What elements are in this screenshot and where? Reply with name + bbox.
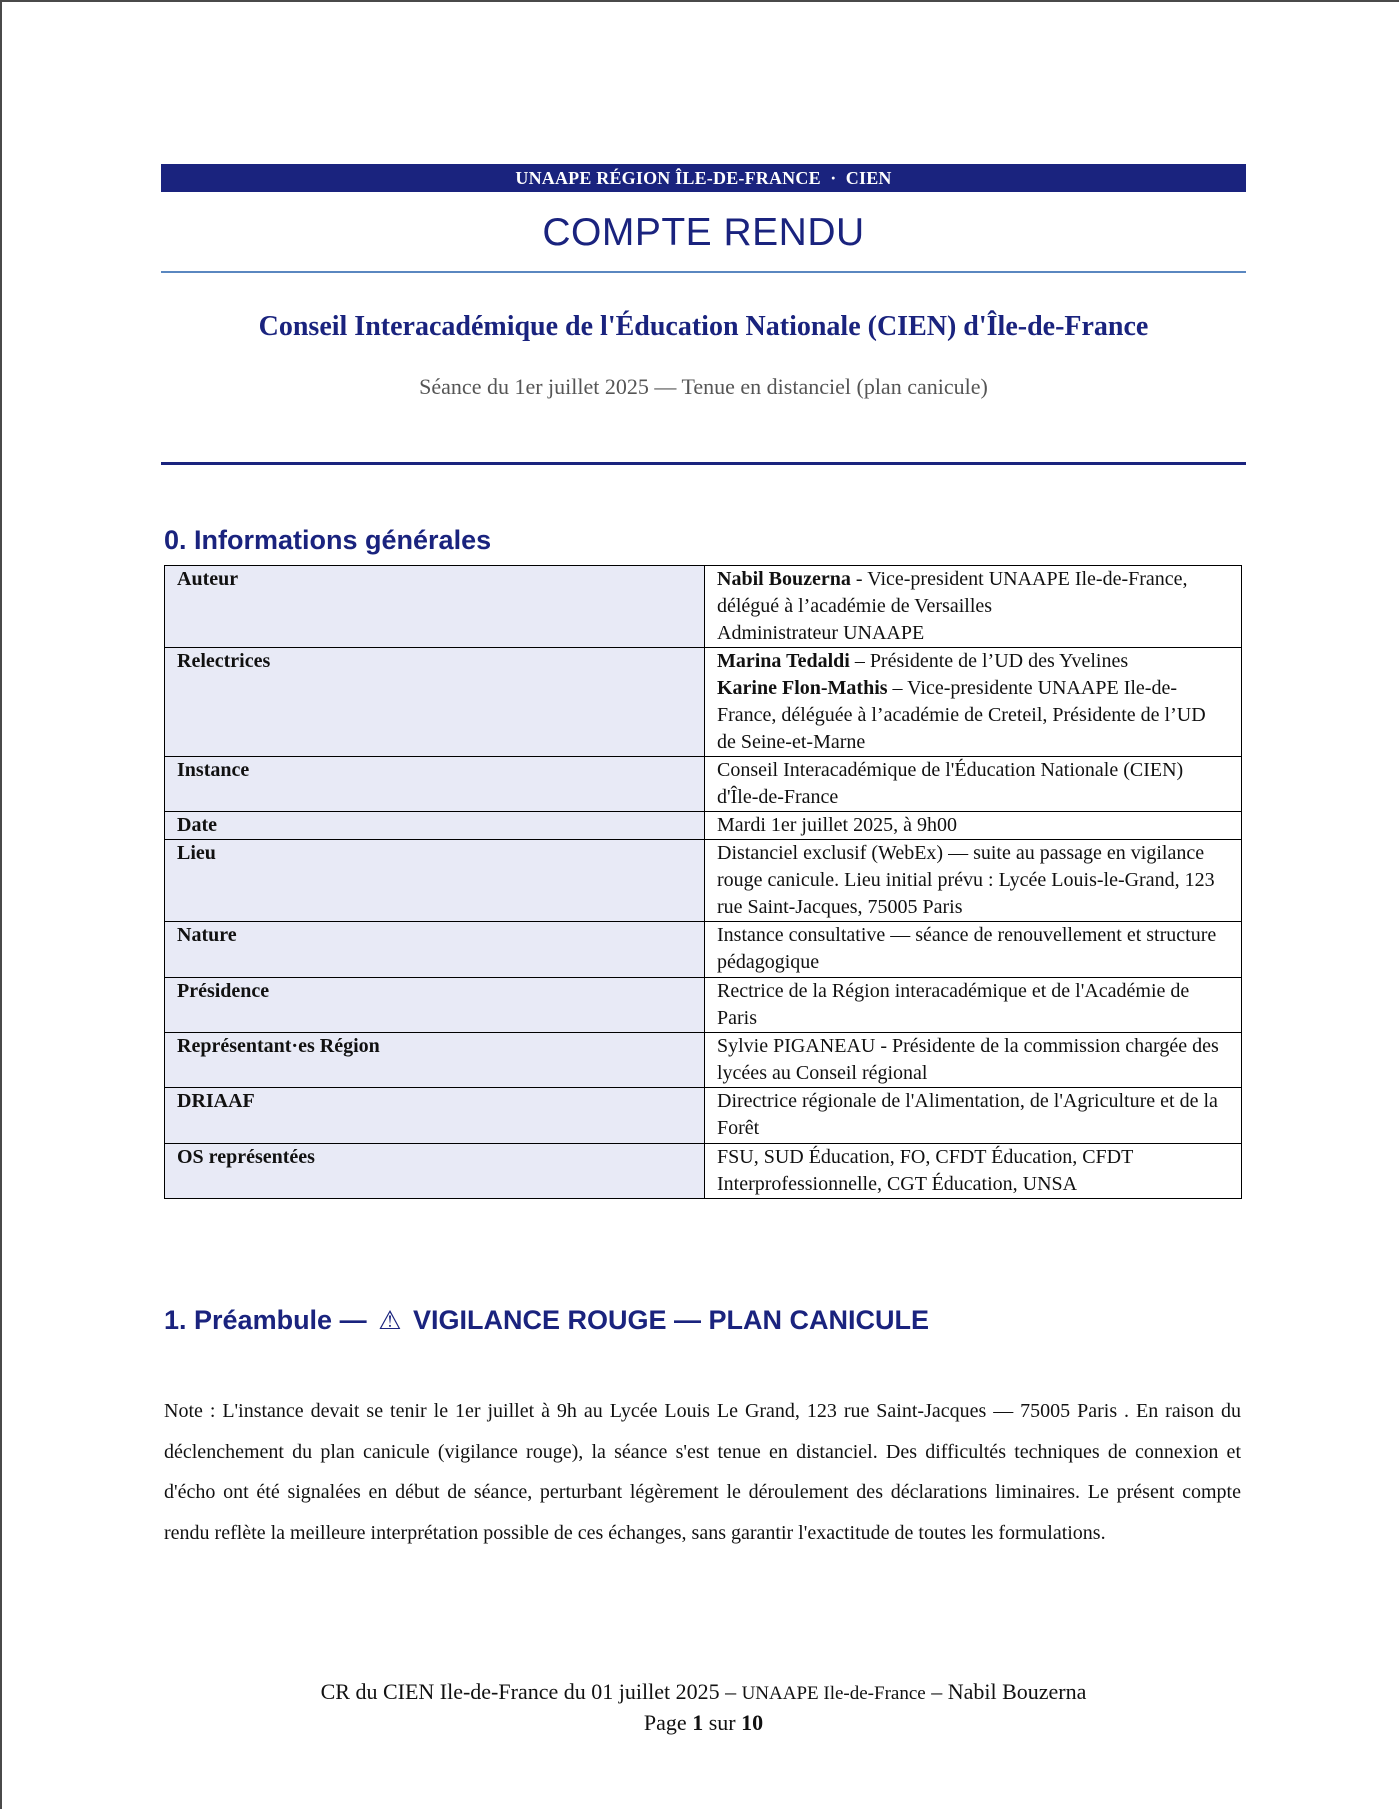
info-row: [165, 566, 1242, 648]
header-banner: [161, 164, 1246, 192]
page-footer: [161, 1677, 1246, 1737]
info-row: [165, 812, 1242, 840]
section-heading-preambule: [164, 1303, 929, 1338]
info-label: Auteur: [165, 566, 705, 648]
info-label: Relectrices: [165, 648, 705, 757]
page-number: [161, 1708, 1246, 1737]
info-row: [165, 648, 1242, 757]
page-sep: sur: [703, 1710, 742, 1735]
info-value-text: FSU, SUD Éducation, FO, CFDT Éducation, CFDT Interprofessionnelle, CGT Éducation, UNSA: [717, 1146, 1133, 1195]
info-value-text: Sylvie PIGANEAU - Présidente de la commission chargée des lycées au Conseil régional: [717, 1035, 1219, 1084]
info-value-line: [717, 1144, 1229, 1198]
info-value: [705, 1144, 1242, 1199]
info-value: [705, 812, 1242, 840]
footer-doc-ref: CR du CIEN Ile-de-France du 01 juillet 2025 –: [320, 1679, 742, 1704]
preambule-heading-prefix: 1. Préambule —: [164, 1305, 367, 1335]
info-value-text: - Vice-president UNAAPE Ile-de-France, délégué à l’académie de Versailles: [717, 568, 1188, 617]
info-value: [705, 978, 1242, 1033]
footer-org: UNAAPE Ile-de-France: [741, 1683, 926, 1704]
page-current: 1: [692, 1710, 704, 1735]
info-value-text: Distanciel exclusif (WebEx) — suite au passage en vigilance rouge canicule. Lieu initial prévu : Lycée Louis-le-Grand, 123 rue Saint-Jacques, 75005 Paris: [717, 842, 1215, 918]
info-value: [705, 757, 1242, 812]
person-name: Karine Flon-Mathis: [717, 677, 888, 699]
info-label: Représentant·es Région: [165, 1033, 705, 1088]
info-value-line: [717, 757, 1229, 811]
info-value-text: Instance consultative — séance de renouvellement et structure pédagogique: [717, 924, 1217, 973]
info-value-line: [717, 812, 1229, 839]
footer-line: [161, 1677, 1246, 1708]
document-subtitle: Conseil Interacadémique de l'Éducation Nationale (CIEN) d'Île-de-France: [258, 311, 1149, 342]
preambule-note: Note : L'instance devait se tenir le 1er juillet à 9h au Lycée Louis Le Grand, 123 rue Saint-Jacques — 75005 Paris . En raison du déclenchement du plan canicule (vigilance rouge), la séance s'est tenue en distanciel. Des difficultés techniques de connexion et d'écho ont été signalées en début de séance, perturbant légèrement le déroulement des déclarations liminaires. Le présent compte rendu reflète la meilleure interprétation possible de ces échanges, sans garantir l'exactitude de toutes les formulations.: [164, 1400, 1241, 1544]
document-title: COMPTE RENDU: [542, 211, 865, 254]
info-value-text: Mardi 1er juillet 2025, à 9h00: [717, 814, 957, 836]
page-total: 10: [741, 1710, 764, 1735]
info-label: OS représentées: [165, 1144, 705, 1199]
info-row: [165, 1088, 1242, 1144]
info-table: [164, 565, 1242, 1199]
header-divider: [161, 462, 1246, 465]
page-frame-left: [0, 0, 2, 1809]
info-value: [705, 566, 1242, 648]
info-value-text: – Présidente de l’UD des Yvelines: [849, 650, 1129, 672]
info-value: [705, 1088, 1242, 1144]
info-value-text: Rectrice de la Région interacadémique et de l'Académie de Paris: [717, 980, 1190, 1029]
info-value-line: [717, 620, 1229, 647]
info-value-line: [717, 566, 1229, 620]
info-value-text: – Vice-presidente UNAAPE Ile-de-France, déléguée à l’académie de Creteil, Présidente de l’UD de Seine-et-Marne: [717, 677, 1206, 753]
info-label: Lieu: [165, 840, 705, 922]
preambule-heading-suffix: VIGILANCE ROUGE — PLAN CANICULE: [412, 1305, 929, 1335]
info-row: [165, 757, 1242, 812]
person-name: Marina Tedaldi: [717, 650, 850, 672]
page-frame-top: [0, 0, 1399, 2]
info-row: [165, 978, 1242, 1033]
info-row: [165, 922, 1242, 978]
info-value-line: [717, 840, 1229, 921]
info-value-line: [717, 978, 1229, 1032]
info-row: [165, 1144, 1242, 1199]
info-label: Date: [165, 812, 705, 840]
info-row: [165, 840, 1242, 922]
footer-author: – Nabil Bouzerna: [925, 1679, 1087, 1704]
info-value-line: [717, 1033, 1229, 1087]
info-value-text: Directrice régionale de l'Alimentation, de l'Agriculture et de la Forêt: [717, 1090, 1218, 1139]
info-row: [165, 1033, 1242, 1088]
section-heading-informations: 0. Informations générales: [164, 525, 492, 555]
info-value: [705, 922, 1242, 978]
info-value-text: Administrateur UNAAPE: [717, 622, 925, 644]
info-value-text: Conseil Interacadémique de l'Éducation Nationale (CIEN) d'Île-de-France: [717, 759, 1184, 808]
info-value-line: [717, 648, 1229, 675]
info-label: DRIAAF: [165, 1088, 705, 1144]
info-value: [705, 840, 1242, 922]
person-name: Nabil Bouzerna: [717, 568, 851, 590]
session-line: Séance du 1er juillet 2025 — Tenue en distanciel (plan canicule): [419, 374, 988, 399]
page-label: Page: [643, 1710, 693, 1735]
info-label: Instance: [165, 757, 705, 812]
info-value-line: [717, 1088, 1229, 1142]
title-divider: [161, 271, 1246, 273]
info-value-line: [717, 675, 1229, 756]
info-value: [705, 648, 1242, 757]
header-banner-text: UNAAPE RÉGION ÎLE-DE-FRANCE · CIEN: [515, 168, 892, 188]
info-label: Présidence: [165, 978, 705, 1033]
warning-icon: ⚠: [378, 1306, 402, 1336]
info-value: [705, 1033, 1242, 1088]
info-label: Nature: [165, 922, 705, 978]
info-value-line: [717, 922, 1229, 976]
